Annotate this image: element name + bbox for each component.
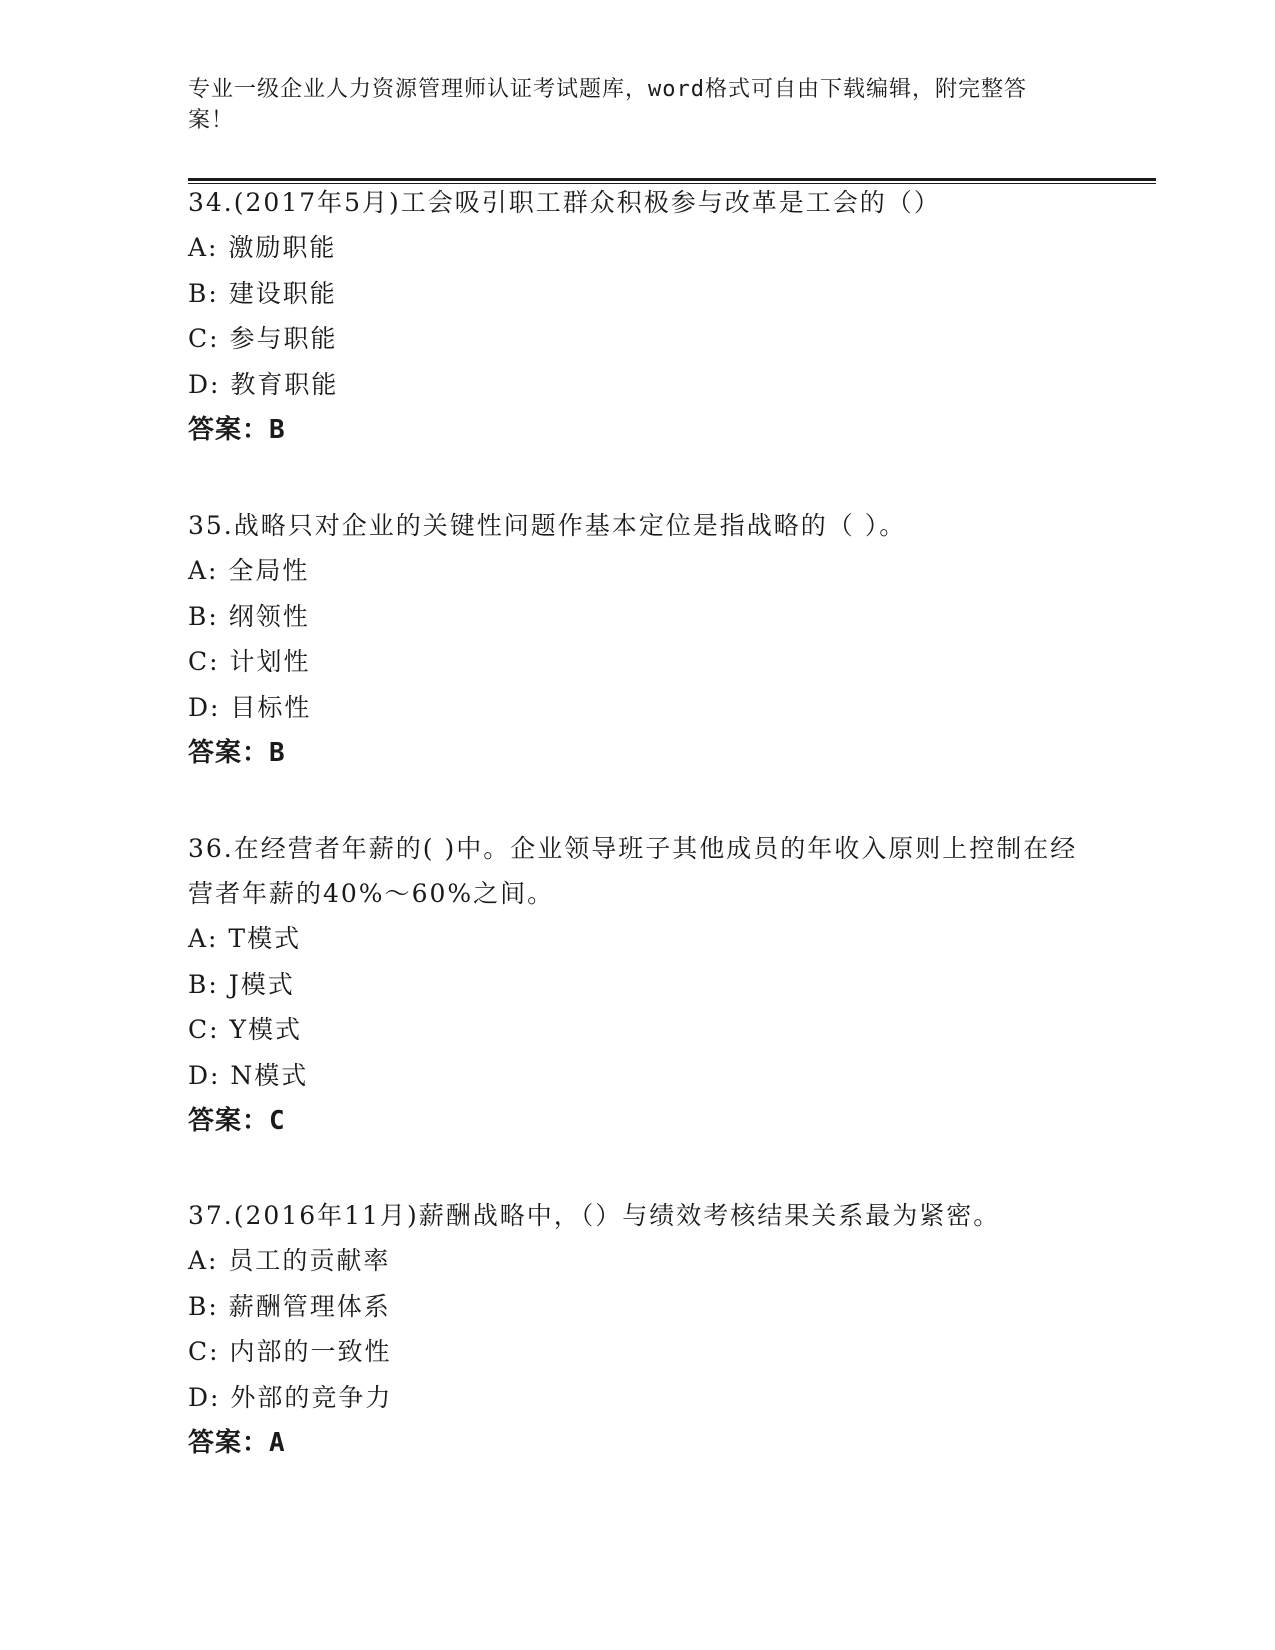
answer: 答案：C	[188, 1106, 286, 1136]
option-a: A: 激励职能	[188, 233, 337, 262]
option-d: D: 教育职能	[188, 369, 339, 399]
option-a: A: 员工的贡献率	[188, 1246, 391, 1275]
document-header: 专业一级企业人力资源管理师认证考试题库，word格式可自由下载编辑，附完整答案！	[188, 77, 1027, 133]
option-c: C: 内部的一致性	[188, 1337, 392, 1366]
option-b: B: 纲领性	[188, 601, 310, 631]
question-35	[188, 503, 1088, 776]
option-c: C: 参与职能	[188, 324, 338, 353]
question-stem: 37.(2016年11月)薪酬战略中，（）与绩效考核结果关系最为紧密。	[188, 1201, 1001, 1230]
option-d: D: N模式	[188, 1060, 309, 1090]
option-c: C: 计划性	[188, 647, 311, 676]
question-stem: 35.战略只对企业的关键性问题作基本定位是指战略的（ ）。	[188, 511, 907, 540]
answer: 答案：B	[188, 738, 286, 768]
option-b: B: J模式	[188, 969, 295, 999]
question-34	[188, 180, 1088, 453]
answer: 答案：B	[188, 415, 286, 445]
option-b: B: 建设职能	[188, 278, 337, 308]
option-c: C: Y模式	[188, 1015, 303, 1044]
option-a: A: 全局性	[188, 556, 310, 585]
answer: 答案：A	[188, 1428, 286, 1458]
question-stem: 36.在经营者年薪的( )中。企业领导班子其他成员的年收入原则上控制在经营者年薪的40%～60%之间。	[188, 834, 1078, 908]
option-d: D: 外部的竞争力	[188, 1382, 393, 1412]
option-a: A: T模式	[188, 924, 302, 953]
option-b: B: 薪酬管理体系	[188, 1291, 391, 1321]
question-37	[188, 1193, 1088, 1466]
option-d: D: 目标性	[188, 692, 312, 722]
question-stem: 34.(2017年5月)工会吸引职工群众积极参与改革是工会的（）	[188, 188, 941, 217]
question-36	[188, 826, 1088, 1144]
